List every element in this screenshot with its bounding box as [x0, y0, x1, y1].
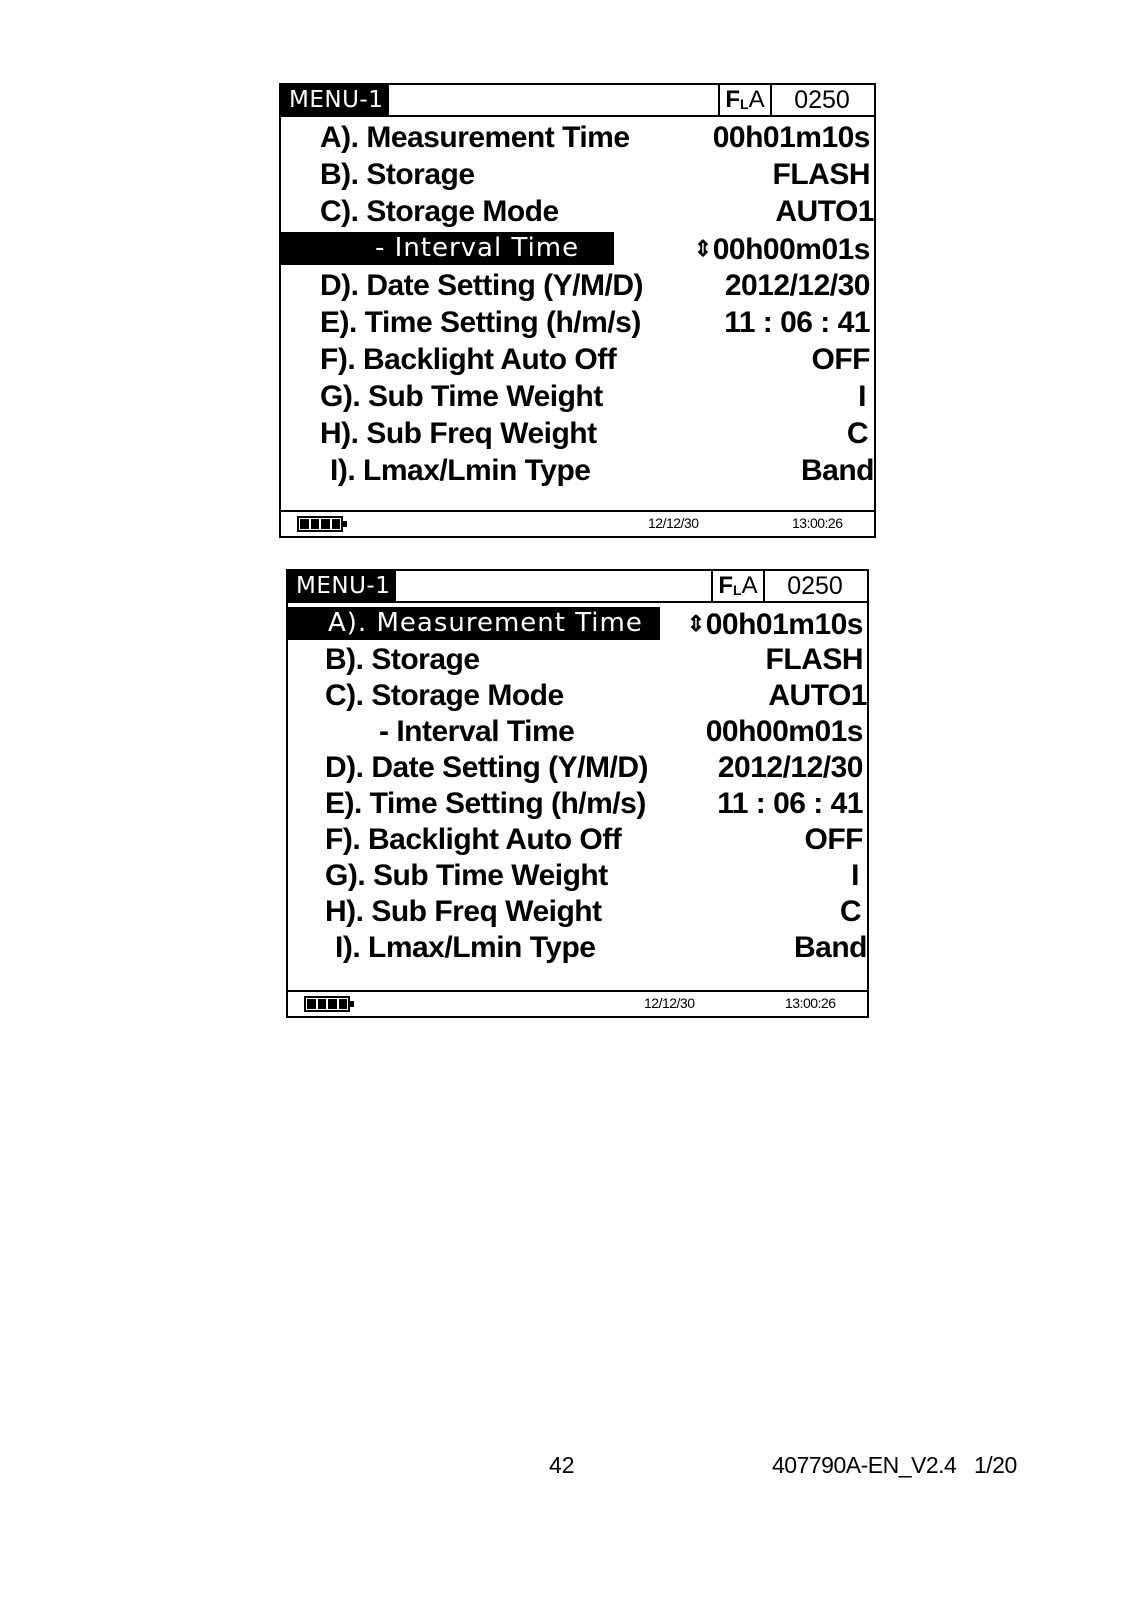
- row-value: FLASH: [765, 643, 863, 676]
- menu-row-date-setting[interactable]: [281, 267, 874, 304]
- row-value: [694, 230, 870, 268]
- row-value-text: 00h00m01s: [712, 233, 870, 266]
- a-weighting-indicator: A: [741, 572, 758, 599]
- menu-title: MENU-1: [288, 571, 396, 601]
- status-date: 12/12/30: [644, 995, 695, 1011]
- row-label: G). Sub Time Weight: [325, 859, 608, 892]
- row-label: B). Storage: [325, 643, 480, 676]
- row-value: Band: [794, 931, 867, 964]
- row-value: 11 : 06 : 41: [717, 787, 863, 820]
- selected-row-label: - Interval Time: [281, 232, 614, 265]
- up-down-arrow-icon: ⇕: [693, 236, 712, 261]
- menu-row-sub-freq-weight[interactable]: [281, 415, 874, 452]
- screen-header: [281, 85, 874, 117]
- record-count: 0250: [787, 572, 843, 600]
- row-label: F). Backlight Auto Off: [320, 343, 617, 376]
- row-value: OFF: [804, 823, 863, 856]
- row-label: - Interval Time: [379, 715, 575, 748]
- row-label: H). Sub Freq Weight: [320, 417, 597, 450]
- menu-row-measurement-time[interactable]: [281, 119, 874, 156]
- menu-row-interval-time[interactable]: [288, 713, 867, 750]
- row-value: C: [839, 895, 861, 928]
- menu-screen-2: [286, 569, 869, 1018]
- row-value: Band: [801, 454, 874, 487]
- row-value: [687, 605, 863, 643]
- row-value: FLASH: [772, 158, 870, 191]
- row-label: D). Date Setting (Y/M/D): [320, 269, 643, 302]
- menu-row-time-setting[interactable]: [281, 304, 874, 341]
- row-label: C). Storage Mode: [325, 679, 564, 712]
- menu-row-backlight-auto-off[interactable]: [288, 821, 867, 858]
- menu-row-measurement-time[interactable]: [288, 605, 867, 642]
- menu-row-lmax-lmin-type[interactable]: [281, 452, 874, 489]
- row-value: 00h01m10s: [712, 121, 870, 154]
- weighting-indicator: [718, 85, 772, 115]
- row-value-text: 00h01m10s: [705, 608, 863, 641]
- row-label: B). Storage: [320, 158, 475, 191]
- row-value: 2012/12/30: [717, 751, 863, 784]
- status-date: 12/12/30: [648, 515, 699, 531]
- screen-header: [288, 571, 867, 603]
- status-time: 13:00:26: [792, 515, 843, 531]
- row-value: C: [846, 417, 868, 450]
- menu-row-time-setting[interactable]: [288, 785, 867, 822]
- menu-row-lmax-lmin-type[interactable]: [288, 929, 867, 966]
- fast-weighting-indicator: $F_L$: [725, 86, 749, 113]
- menu-row-storage[interactable]: [288, 641, 867, 678]
- weighting-indicator: [711, 571, 765, 601]
- menu-row-storage[interactable]: [281, 156, 874, 193]
- row-label: E). Time Setting (h/m/s): [325, 787, 646, 820]
- row-label: E). Time Setting (h/m/s): [320, 306, 641, 339]
- row-label: D). Date Setting (Y/M/D): [325, 751, 648, 784]
- menu-row-storage-mode[interactable]: [281, 193, 874, 230]
- menu-row-storage-mode[interactable]: [288, 677, 867, 714]
- status-time: 13:00:26: [785, 995, 836, 1011]
- row-value: 00h00m01s: [705, 715, 863, 748]
- row-label: C). Storage Mode: [320, 195, 559, 228]
- battery-icon: [304, 996, 350, 1012]
- a-weighting-indicator: A: [748, 86, 765, 113]
- battery-icon: [297, 516, 343, 532]
- menu-row-interval-time[interactable]: [281, 230, 874, 267]
- row-label: I). Lmax/Lmin Type: [330, 454, 591, 487]
- row-label: H). Sub Freq Weight: [325, 895, 602, 928]
- row-label: I). Lmax/Lmin Type: [335, 931, 596, 964]
- row-value: 11 : 06 : 41: [724, 306, 870, 339]
- menu-row-date-setting[interactable]: [288, 749, 867, 786]
- menu-row-sub-freq-weight[interactable]: [288, 893, 867, 930]
- row-label: G). Sub Time Weight: [320, 380, 603, 413]
- row-label: A). Measurement Time: [320, 121, 630, 154]
- row-label: F). Backlight Auto Off: [325, 823, 622, 856]
- row-value: OFF: [811, 343, 870, 376]
- up-down-arrow-icon: ⇕: [686, 611, 705, 636]
- status-bar: [281, 510, 874, 536]
- menu-screen-1: [279, 83, 876, 538]
- menu-title: MENU-1: [281, 85, 389, 115]
- menu-row-sub-time-weight[interactable]: [288, 857, 867, 894]
- selected-row-label: A). Measurement Time: [288, 607, 660, 640]
- record-count: 0250: [794, 86, 850, 114]
- status-bar: [288, 990, 867, 1016]
- document-code: 407790A-EN_V2.4 1/20: [772, 1452, 1017, 1478]
- fast-weighting-indicator: $F_L$: [718, 572, 742, 599]
- row-value: I: [851, 859, 859, 892]
- menu-row-backlight-auto-off[interactable]: [281, 341, 874, 378]
- page-number: 42: [549, 1452, 575, 1478]
- row-value: I: [858, 380, 866, 413]
- row-value: AUTO1: [768, 679, 867, 712]
- menu-row-sub-time-weight[interactable]: [281, 378, 874, 415]
- row-value: 2012/12/30: [724, 269, 870, 302]
- row-value: AUTO1: [775, 195, 874, 228]
